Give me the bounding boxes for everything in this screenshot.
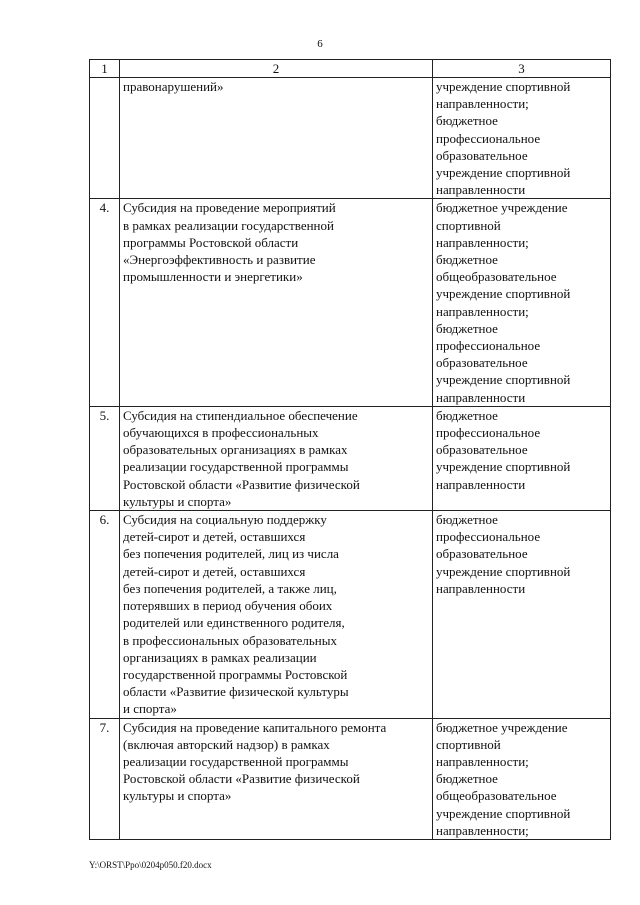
subsidy-description	[120, 718, 433, 839]
recipient-line: бюджетное учреждение	[436, 719, 568, 735]
subsidy-description	[120, 406, 433, 510]
recipient-institutions	[433, 511, 611, 718]
description-line: Ростовской области «Развитие физической	[123, 771, 360, 787]
recipient-line: учреждение спортивной	[436, 563, 571, 579]
description-line: (включая авторский надзор) в рамках	[123, 736, 330, 752]
description-line: и спорта»	[123, 701, 177, 717]
recipient-line: бюджетное	[436, 512, 498, 528]
table-row	[90, 199, 611, 406]
description-line: обучающихся в профессиональных	[123, 425, 319, 441]
description-line: в профессиональных образовательных	[123, 632, 337, 648]
recipient-line: спортивной	[436, 217, 501, 233]
recipient-line: направленности;	[436, 303, 529, 319]
recipient-line: учреждение спортивной	[436, 286, 571, 302]
recipient-line: направленности;	[436, 822, 529, 838]
recipient-line: профессиональное	[436, 529, 541, 545]
recipient-line: учреждение спортивной	[436, 165, 571, 181]
description-line: Субсидия на проведение капитального ремонта	[123, 719, 387, 735]
table-row	[90, 78, 611, 199]
recipient-institutions	[433, 406, 611, 510]
recipient-line: учреждение спортивной	[436, 805, 571, 821]
description-line: области «Развитие физической культуры	[123, 684, 349, 700]
table-header-row	[90, 60, 611, 78]
header-col-1: 1	[90, 60, 120, 78]
table-row	[90, 406, 611, 510]
description-line: культуры и спорта»	[123, 493, 232, 509]
recipient-line: профессиональное	[436, 425, 541, 441]
description-line: правонарушений»	[123, 79, 224, 94]
recipient-line: бюджетное	[436, 252, 498, 268]
description-line: детей-сирот и детей, оставшихся	[123, 563, 306, 579]
row-number: 6.	[90, 511, 120, 718]
recipient-line: направленности	[436, 476, 526, 492]
recipient-line: образовательное	[436, 147, 528, 163]
recipient-line: направленности;	[436, 234, 529, 250]
description-line: Субсидия на стипендиальное обеспечение	[123, 407, 358, 423]
description-line: реализации государственной программы	[123, 753, 349, 769]
description-line: образовательных организациях в рамках	[123, 442, 348, 458]
description-line: Субсидия на проведение мероприятий	[123, 200, 336, 216]
row-number	[90, 78, 120, 199]
recipient-institutions	[433, 199, 611, 406]
description-line: культуры и спорта»	[123, 788, 232, 804]
description-line: в рамках реализации государственной	[123, 217, 334, 233]
table-body	[90, 78, 611, 840]
recipient-line: образовательное	[436, 355, 528, 371]
recipient-line: профессиональное	[436, 130, 541, 146]
recipient-line: направленности	[436, 182, 526, 198]
recipient-line: направленности;	[436, 96, 529, 112]
description-line: промышленности и энергетики»	[123, 269, 303, 285]
recipient-line: бюджетное	[436, 771, 498, 787]
row-number: 5.	[90, 406, 120, 510]
recipient-line: спортивной	[436, 736, 501, 752]
recipient-institutions	[433, 78, 611, 199]
subsidy-description	[120, 511, 433, 718]
description-line: потерявших в период обучения обоих	[123, 598, 333, 614]
recipient-line: общеобразовательное	[436, 788, 557, 804]
description-line: без попечения родителей, а также лиц,	[123, 580, 337, 596]
description-line: государственной программы Ростовской	[123, 666, 348, 682]
subsidy-description	[120, 199, 433, 406]
description-line: организациях в рамках реализации	[123, 649, 317, 665]
description-line: реализации государственной программы	[123, 459, 349, 475]
recipient-line: образовательное	[436, 442, 528, 458]
header-col-3: 3	[433, 60, 611, 78]
recipient-line: учреждение спортивной	[436, 79, 571, 94]
description-line: «Энергоэффективность и развитие	[123, 252, 316, 268]
recipient-institutions	[433, 718, 611, 839]
recipient-line: бюджетное	[436, 320, 498, 336]
table-row	[90, 511, 611, 718]
recipient-line: образовательное	[436, 546, 528, 562]
description-line: детей-сирот и детей, оставшихся	[123, 529, 306, 545]
recipient-line: учреждение спортивной	[436, 372, 571, 388]
recipient-line: бюджетное	[436, 113, 498, 129]
description-line: Ростовской области «Развитие физической	[123, 476, 360, 492]
page-number: 6	[317, 38, 323, 50]
file-path-footer: Y:\ORST\Ppo\0204p050.f20.docx	[89, 860, 212, 870]
table-row	[90, 718, 611, 839]
description-line: родителей или единственного родителя,	[123, 615, 345, 631]
row-number: 7.	[90, 718, 120, 839]
recipient-line: направленности;	[436, 753, 529, 769]
description-line: Субсидия на социальную поддержку	[123, 512, 327, 528]
subsidies-table	[89, 59, 611, 840]
recipient-line: направленности	[436, 389, 526, 405]
row-number: 4.	[90, 199, 120, 406]
description-line: программы Ростовской области	[123, 234, 299, 250]
recipient-line: общеобразовательное	[436, 269, 557, 285]
description-line: без попечения родителей, лиц из числа	[123, 546, 339, 562]
recipient-line: профессиональное	[436, 338, 541, 354]
header-col-2: 2	[120, 60, 433, 78]
recipient-line: учреждение спортивной	[436, 459, 571, 475]
recipient-line: направленности	[436, 580, 526, 596]
recipient-line: бюджетное учреждение	[436, 200, 568, 216]
subsidy-description	[120, 78, 433, 199]
recipient-line: бюджетное	[436, 407, 498, 423]
